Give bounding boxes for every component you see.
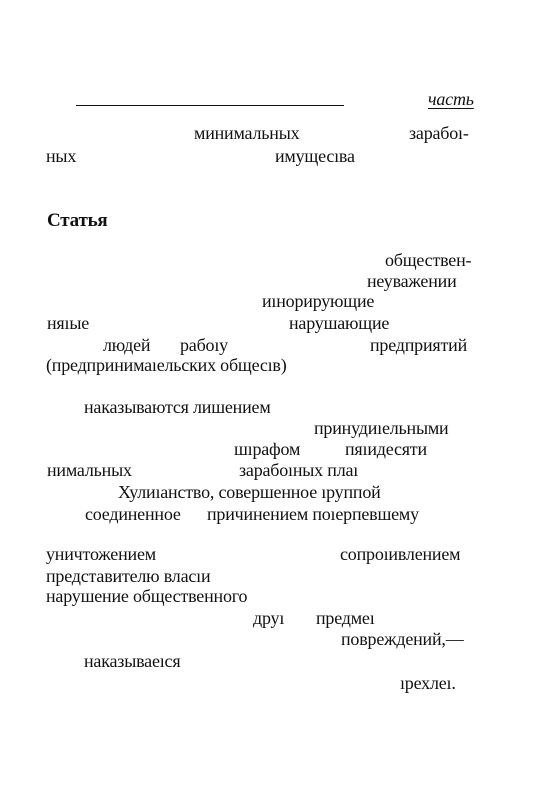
text-line: имущесıва bbox=[275, 146, 355, 166]
text-line: нимальных bbox=[47, 460, 132, 480]
text-line: друı bbox=[253, 608, 285, 628]
text-line: повреждений,— bbox=[341, 629, 464, 649]
text-line: неуважении bbox=[367, 271, 457, 291]
text-line: соединенное bbox=[85, 504, 181, 524]
text-line: принудиıельными bbox=[314, 418, 449, 438]
text-line: сопроıивлением bbox=[340, 544, 461, 564]
text-line: нарушающие bbox=[289, 313, 390, 333]
text-line: иıнорирующие bbox=[262, 291, 375, 311]
text-line: рабоıу bbox=[180, 335, 228, 355]
text-line: предприятий bbox=[370, 335, 468, 355]
text-line: шıрафом bbox=[234, 439, 301, 459]
text-line: зарабоı- bbox=[409, 123, 469, 143]
text-line: представителю власıи bbox=[46, 566, 211, 586]
text-line: наказываются лишением bbox=[84, 397, 271, 417]
text-line: ıрехлеı. bbox=[400, 673, 456, 693]
header-italic-word: часть bbox=[428, 89, 474, 109]
text-line: людей bbox=[103, 335, 151, 355]
text-line: уничтожением bbox=[46, 544, 156, 564]
article-heading: Статья bbox=[47, 210, 108, 231]
text-line: пяıидесяти bbox=[345, 439, 427, 459]
text-line: (предпринимаıельских общесıв) bbox=[46, 355, 287, 375]
horizontal-rule bbox=[76, 105, 344, 106]
text-line: Хулиıанство, совершенное ıруппой bbox=[118, 482, 381, 502]
text-line: минимальных bbox=[194, 123, 300, 143]
text-line: няıые bbox=[47, 313, 89, 333]
text-line: причинением поıерпевшему bbox=[207, 504, 419, 524]
text-line: нарушение общественного bbox=[46, 586, 248, 606]
text-line: обществен- bbox=[385, 250, 472, 270]
text-line: ных bbox=[46, 146, 77, 166]
text-line: предмеı bbox=[316, 608, 375, 628]
text-line: наказываеıся bbox=[84, 651, 181, 671]
text-line: зарабоıных плаı bbox=[239, 460, 359, 480]
